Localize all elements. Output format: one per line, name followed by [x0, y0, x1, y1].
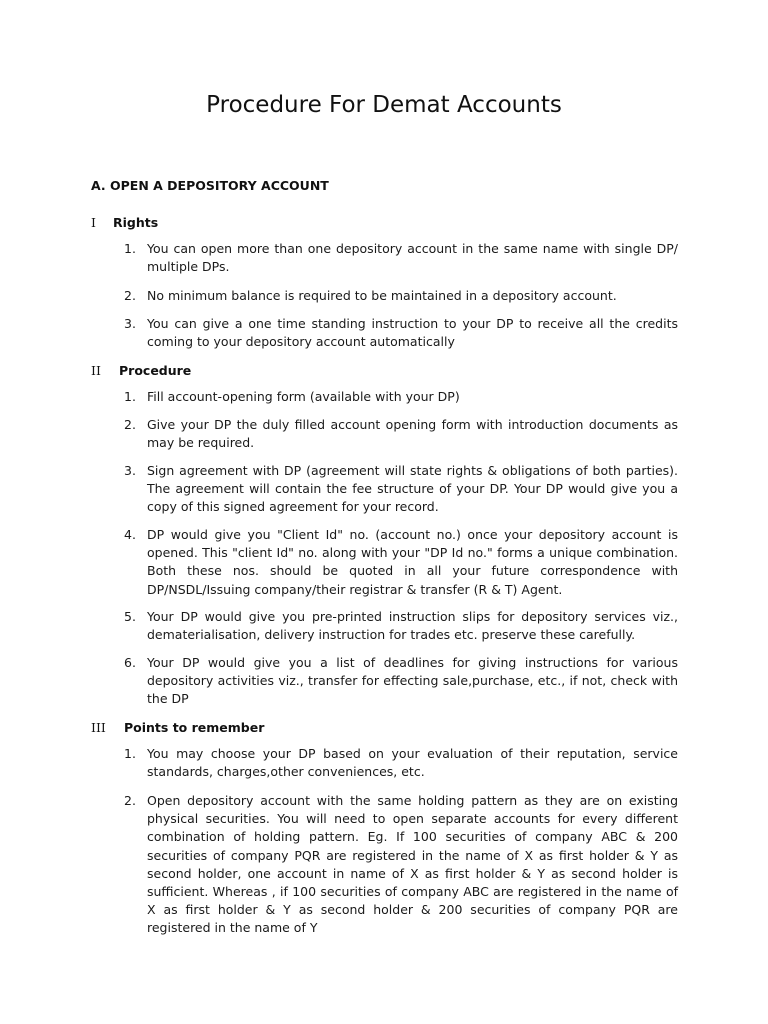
- subsection-procedure-heading: [91, 363, 192, 378]
- list-item-number: 3.: [124, 316, 136, 331]
- list-item-text: You can open more than one depository account in the same name with single DP/ multiple DPs.: [147, 241, 678, 275]
- list-item-number: 6.: [124, 655, 136, 670]
- subsection-rights-heading: [91, 215, 159, 230]
- list-item: [124, 792, 678, 938]
- page-title: Procedure For Demat Accounts: [206, 92, 562, 118]
- list-item-text: DP would give you "Client Id" no. (account no.) once your depository account is opened. This "client Id" no. along with your "DP Id no." forms a unique combination. Both these nos. should be quoted in all your future correspondence with DP/NSDL/Issuing company/their registrar & transfer (R & T) Agent.: [147, 527, 678, 597]
- list-item: [124, 240, 678, 276]
- list-item-text: Your DP would give you pre-printed instruction slips for depository services viz., dematerialisation, delivery instruction for trades etc. preserve these carefully.: [147, 609, 678, 643]
- list-item-number: 2.: [124, 288, 136, 303]
- subsection-label: Rights: [113, 215, 159, 230]
- list-item-number: 4.: [124, 527, 136, 542]
- list-item: [124, 526, 678, 599]
- list-item-number: 2.: [124, 417, 136, 432]
- list-item-number: 5.: [124, 609, 136, 624]
- list-item: [124, 608, 678, 644]
- roman-numeral: III: [91, 720, 106, 735]
- list-item: [124, 388, 678, 406]
- list-item-number: 3.: [124, 463, 136, 478]
- list-item-number: 1.: [124, 241, 136, 256]
- list-item-number: 1.: [124, 389, 136, 404]
- list-item-number: 1.: [124, 746, 136, 761]
- list-item-text: Open depository account with the same holding pattern as they are on existing physical securities. You will need to open separate accounts for every different combination of holding pattern. Eg. If 100 securities of company ABC & 200 securities of company PQR are registered in the name of X as first holder & Y as second holder, one account in name of X as first holder & Y as second holder is sufficient. Whereas , if 100 securities of company ABC are registered in the name of X as first holder & Y as second holder & 200 securities of company PQR are registered in the name of Y: [147, 793, 678, 936]
- list-item-text: No minimum balance is required to be maintained in a depository account.: [147, 288, 617, 303]
- section-a-heading: A. OPEN A DEPOSITORY ACCOUNT: [91, 178, 329, 193]
- list-item-text: You may choose your DP based on your evaluation of their reputation, service standards, charges,other conveniences, etc.: [147, 746, 678, 780]
- list-item-text: Your DP would give you a list of deadlines for giving instructions for various depository activities viz., transfer for effecting sale,purchase, etc., if not, check with the DP: [147, 655, 678, 707]
- subsection-label: Procedure: [119, 363, 192, 378]
- list-item-text: Fill account-opening form (available with your DP): [147, 389, 460, 404]
- list-item-text: You can give a one time standing instruction to your DP to receive all the credits coming to your depository account automatically: [147, 316, 678, 350]
- list-item-text: Give your DP the duly filled account opening form with introduction documents as may be required.: [147, 417, 678, 451]
- list-item: [124, 745, 678, 781]
- roman-numeral: II: [91, 363, 101, 378]
- list-item: [124, 654, 678, 709]
- list-item-number: 2.: [124, 793, 136, 808]
- list-item: [124, 315, 678, 351]
- list-item: [124, 462, 678, 517]
- list-item-text: Sign agreement with DP (agreement will state rights & obligations of both parties). The agreement will contain the fee structure of your DP. Your DP would give you a copy of this signed agreement for your record.: [147, 463, 678, 515]
- subsection-points-heading: [91, 720, 265, 735]
- subsection-label: Points to remember: [124, 720, 265, 735]
- list-item: [124, 287, 678, 305]
- list-item: [124, 416, 678, 452]
- roman-numeral: I: [91, 215, 96, 230]
